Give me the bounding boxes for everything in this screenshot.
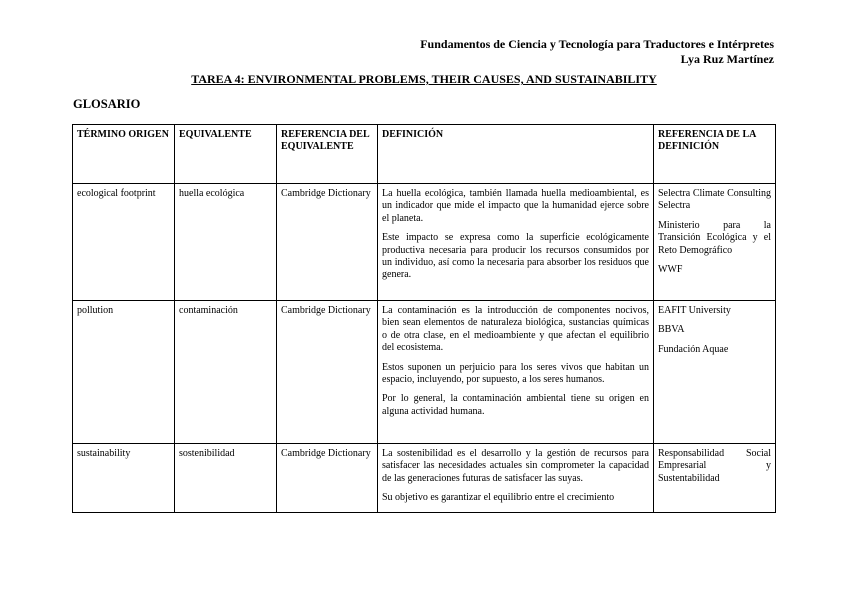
reference-item: WWF xyxy=(658,264,683,276)
definition-paragraph: Su objetivo es garantizar el equilibrio entre el crecimiento xyxy=(382,492,615,504)
header-equivalent-reference: REFERENCIA DEL EQUIVALENTE xyxy=(277,125,378,184)
definition-cell xyxy=(378,184,654,301)
reference-item: Fundación Aquae xyxy=(658,343,729,355)
definition-paragraph: Estos suponen un perjuicio para los seres vivos que habitan un espacio, incluyendo, por supuesto, a los seres humanos. xyxy=(382,361,649,386)
header-definition: DEFINICIÓN xyxy=(378,125,654,184)
definition-reference-cell xyxy=(654,444,776,513)
reference-item: Ministerio para la Transición Ecológica y el Reto Demográfico xyxy=(658,219,771,256)
table-row xyxy=(73,184,776,301)
definition-paragraph: Este impacto se expresa como la superficie ecológicamente productiva necesaria para producir los recursos consumidos por un individuo, así como la necesaria para absorber los residuos que genera. xyxy=(382,232,649,281)
glossary-table xyxy=(72,124,776,513)
document-title: TAREA 4: ENVIRONMENTAL PROBLEMS, THEIR CAUSES, AND SUSTAINABILITY xyxy=(191,72,657,86)
equivalent-reference-cell: Cambridge Dictionary xyxy=(277,301,378,444)
reference-item: BBVA xyxy=(658,324,685,336)
definition-paragraph: La huella ecológica, también llamada huella medioambiental, es un indicador que mide el impacto que la humanidad ejerce sobre el planeta. xyxy=(382,188,649,224)
definition-paragraph: Por lo general, la contaminación ambiental tiene su origen en alguna actividad humana. xyxy=(382,393,649,417)
definition-paragraph: La sostenibilidad es el desarrollo y la gestión de recursos para satisfacer las necesidades actuales sin comprometer la capacidad de las generaciones futuras de satisfacer las suyas. xyxy=(382,448,649,484)
section-heading: GLOSARIO xyxy=(73,97,141,111)
reference-item: Selectra Climate Consulting Selectra xyxy=(658,188,771,212)
table-header-row xyxy=(73,125,776,184)
equivalent-reference-cell: Cambridge Dictionary xyxy=(277,184,378,301)
header-equivalent: EQUIVALENTE xyxy=(175,125,277,184)
definition-cell xyxy=(378,444,654,513)
header-term: TÉRMINO ORIGEN xyxy=(73,125,175,184)
author-name: Lya Ruz Martínez xyxy=(680,52,774,66)
term-cell: pollution xyxy=(73,301,175,444)
definition-cell xyxy=(378,301,654,444)
definition-reference-cell xyxy=(654,184,776,301)
definition-reference-cell xyxy=(654,301,776,444)
equivalent-reference-cell: Cambridge Dictionary xyxy=(277,444,378,513)
header-definition-reference: REFERENCIA DE LA DEFINICIÓN xyxy=(654,125,776,184)
reference-item: EAFIT University xyxy=(658,305,731,316)
equivalent-cell: huella ecológica xyxy=(175,184,277,301)
course-title: Fundamentos de Ciencia y Tecnología para Traductores e Intérpretes xyxy=(420,37,774,51)
table-row xyxy=(73,301,776,444)
term-cell: sustainability xyxy=(73,444,175,513)
definition-paragraph: La contaminación es la introducción de componentes nocivos, bien sean elementos de naturaleza biológica, sustancias químicas o de otra clase, en el medioambiente y que afectan el equilibrio del ecosistema. xyxy=(382,305,649,354)
table-row xyxy=(73,444,776,513)
equivalent-cell: sostenibilidad xyxy=(175,444,277,513)
term-cell: ecological footprint xyxy=(73,184,175,301)
reference-item: Responsabilidad Social Empresarial y Sustentabilidad xyxy=(658,448,771,484)
equivalent-cell: contaminación xyxy=(175,301,277,444)
